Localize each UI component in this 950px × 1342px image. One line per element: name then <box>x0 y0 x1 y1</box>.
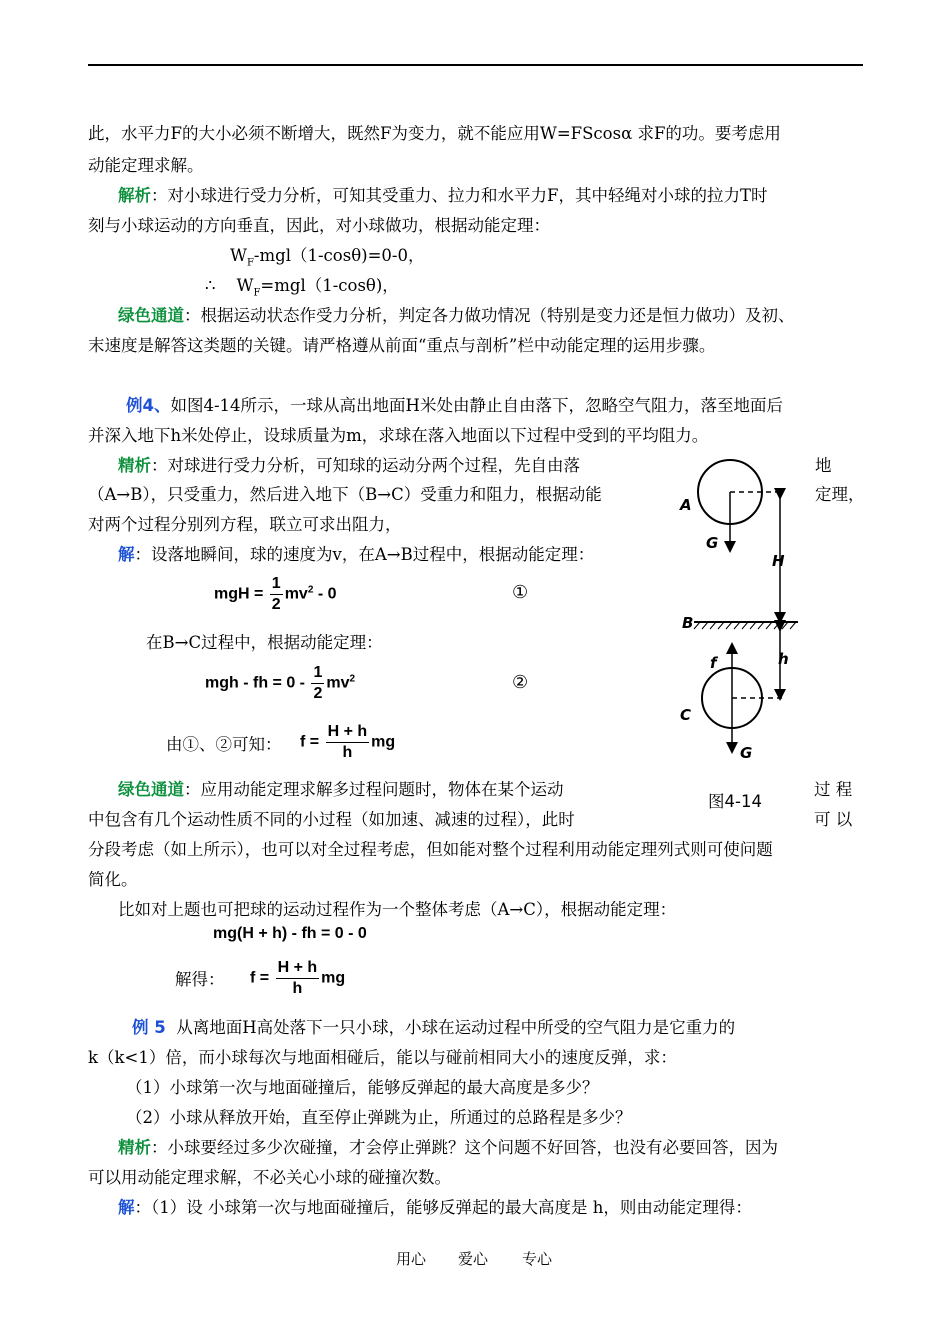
text-line <box>118 454 580 478</box>
green-channel-text: ：根据运动状态作受力分析，判定各力做功情况（特别是变力还是恒力做功）及初、 <box>184 306 795 325</box>
text-line <box>118 543 594 567</box>
res-right: mg <box>371 733 396 751</box>
eq2-num: 1 <box>311 663 324 684</box>
question-1: （1）小球第一次与地面碰撞后，能够反弹起的最大高度是多少？ <box>126 1078 599 1097</box>
analysis-label: 解析 <box>118 186 151 205</box>
label-c: C <box>680 706 692 724</box>
example-5-text: 从离地面H高处落下一只小球，小球在运动过程中所受的空气阻力是它重力的 <box>176 1018 736 1037</box>
text-line <box>118 1136 778 1160</box>
equation-result <box>300 722 395 763</box>
text-line: 刻与小球运动的方向垂直，因此，对小球做功，根据动能定理： <box>88 216 550 235</box>
text-line: 简化。 <box>88 870 138 889</box>
equation-2: mgh - fh = 0 - $\frac{1}{2}$ $mv^2$ <box>205 664 356 702</box>
text-line: 分段考虑（如上所示），也可以对全过程考虑，但如能对整个过程利用动能定理列式则可使问题 <box>88 840 773 859</box>
figure-4-14 <box>670 452 810 762</box>
eq1-fraction <box>270 574 283 615</box>
eq2-left: mgh - fh = 0 - <box>205 674 305 692</box>
formula-rest: -mgl（1-cosθ)=0-0， <box>253 246 425 265</box>
text-line: k（k<1）倍，而小球每次与地面相碰后，能以与碰前相同大小的速度反弹，求： <box>88 1048 677 1067</box>
label-g-top: G <box>706 534 719 552</box>
text-line: 过 程 <box>814 780 853 799</box>
label-a: A <box>680 496 692 514</box>
text-line <box>118 1196 752 1220</box>
solution-text: ：（1）设 小球第一次与地面碰撞后，能够反弹起的最大高度是 h，则由动能定理得： <box>134 1198 752 1217</box>
label-small-h: h <box>778 650 789 668</box>
eq4-left: f = <box>250 969 270 987</box>
res-num: H + h <box>326 722 370 743</box>
eq2-den: 2 <box>313 685 323 702</box>
text-line <box>132 1016 735 1040</box>
eq4-den: h <box>292 980 303 997</box>
eq4-right: mg <box>321 969 346 987</box>
eq1-num: 1 <box>270 574 283 595</box>
eq4-fraction <box>276 958 320 999</box>
text-line <box>118 304 795 328</box>
eq2-right: mv <box>326 674 350 692</box>
text-line: 对两个过程分别列方程，联立可求出阻力， <box>88 515 402 534</box>
label-g-bottom: G <box>740 744 753 762</box>
example-5-label: 例 5 <box>132 1018 166 1037</box>
analysis-text: ：小球要经过多少次碰撞，才会停止弹跳？这个问题不好回答，也没有必要回答，因为 <box>151 1138 778 1157</box>
formula-line <box>205 274 399 305</box>
equation-marker-1: ① <box>512 582 529 603</box>
formula-sub: F <box>246 257 254 269</box>
solution-label: 解 <box>118 1198 135 1217</box>
solution-text: ：设落地瞬间，球的速度为v，在A→B过程中，根据动能定理： <box>134 545 595 564</box>
formula-line <box>230 244 424 275</box>
text-line <box>118 184 767 208</box>
eq1-left: mgH = <box>214 585 264 603</box>
header-rule <box>88 64 863 66</box>
text-line: 可 以 <box>814 810 853 829</box>
footer-b: 爱心 <box>458 1250 489 1268</box>
text-line: 动能定理求解。 <box>88 156 204 175</box>
eq1-right: mv <box>284 585 308 603</box>
equation-3: mg(H + h) - fh = 0 - 0 <box>213 925 367 942</box>
solution-label: 解 <box>118 545 135 564</box>
equation-marker-2: ② <box>512 672 529 693</box>
question-2: （2）小球从释放开始，直至停止弹跳为止，所通过的总路程是多少？ <box>126 1108 632 1127</box>
figure-caption: 图4-14 <box>708 792 762 811</box>
text-line: 此，水平力F的大小必须不断增大，既然F为变力，就不能应用W=FScosα 求F的功。要考虑用 <box>88 124 781 143</box>
therefore-symbol: ∴ <box>205 276 216 295</box>
res-fraction <box>326 722 370 763</box>
example-4-text: 如图4-14所示，一球从高出地面H米处由静止自由落下，忽略空气阻力，落至地面后 <box>170 396 783 415</box>
eq4-num: H + h <box>276 958 320 979</box>
footer-c: 专心 <box>522 1250 553 1268</box>
eq1-tail: - 0 <box>313 585 337 603</box>
equation-1: mgH = $\frac{1}{2}$ $mv^2 - 0$ <box>214 575 337 613</box>
text-line <box>118 778 564 802</box>
text-line: 中包含有几个运动性质不同的小过程（如加速、减速的过程），此时 <box>88 810 575 829</box>
label-b: B <box>682 614 694 632</box>
formula-w: W <box>236 276 254 295</box>
text-line: 地 <box>815 456 832 475</box>
text-line: 并深入地下h米处停止，设球质量为m，求球在落入地面以下过程中受到的平均阻力。 <box>88 426 709 445</box>
green-channel-text: ：应用动能定理求解多过程问题时，物体在某个运动 <box>184 780 564 799</box>
analysis-text: ：对小球进行受力分析，可知其受重力、拉力和水平力F，其中轻绳对小球的拉力T时 <box>151 186 768 205</box>
label-f: f <box>710 654 717 672</box>
analysis-text: ：对球进行受力分析，可知球的运动分两个过程，先自由落 <box>151 456 580 475</box>
analysis-label: 精析 <box>118 456 151 475</box>
text-line: （A→B），只受重力，然后进入地下（B→C）受重力和阻力，根据动能 <box>88 485 602 504</box>
formula-w: W <box>230 246 247 265</box>
text-line: 末速度是解答这类题的关键。请严格遵从前面“重点与剖析”栏中动能定理的运用步骤。 <box>88 336 716 355</box>
text-line: 解得： <box>175 970 225 989</box>
footer-a: 用心 <box>396 1250 427 1268</box>
equation-4 <box>250 958 345 999</box>
eq2-fraction <box>311 663 324 704</box>
green-channel-label: 绿色通道 <box>118 780 184 799</box>
green-channel-label: 绿色通道 <box>118 306 184 325</box>
text-line: 由①、②可知： <box>166 735 282 754</box>
text-line: 定理， <box>815 485 865 504</box>
text-line <box>126 394 783 418</box>
text-line: 比如对上题也可把球的运动过程作为一个整体考虑（A→C），根据动能定理： <box>118 900 677 919</box>
res-den: h <box>342 744 353 761</box>
analysis-label: 精析 <box>118 1138 151 1157</box>
eq1-den: 2 <box>271 596 281 613</box>
formula-rest: =mgl（1-cosθ)， <box>260 276 399 295</box>
res-left: f = <box>300 733 320 751</box>
example-4-label: 例4、 <box>126 396 171 415</box>
label-big-h: H <box>772 552 785 570</box>
text-line: 在B→C过程中，根据动能定理： <box>146 633 383 652</box>
text-line: 可以用动能定理求解，不必关心小球的碰撞次数。 <box>88 1168 451 1187</box>
formula-sub: F <box>253 287 261 299</box>
